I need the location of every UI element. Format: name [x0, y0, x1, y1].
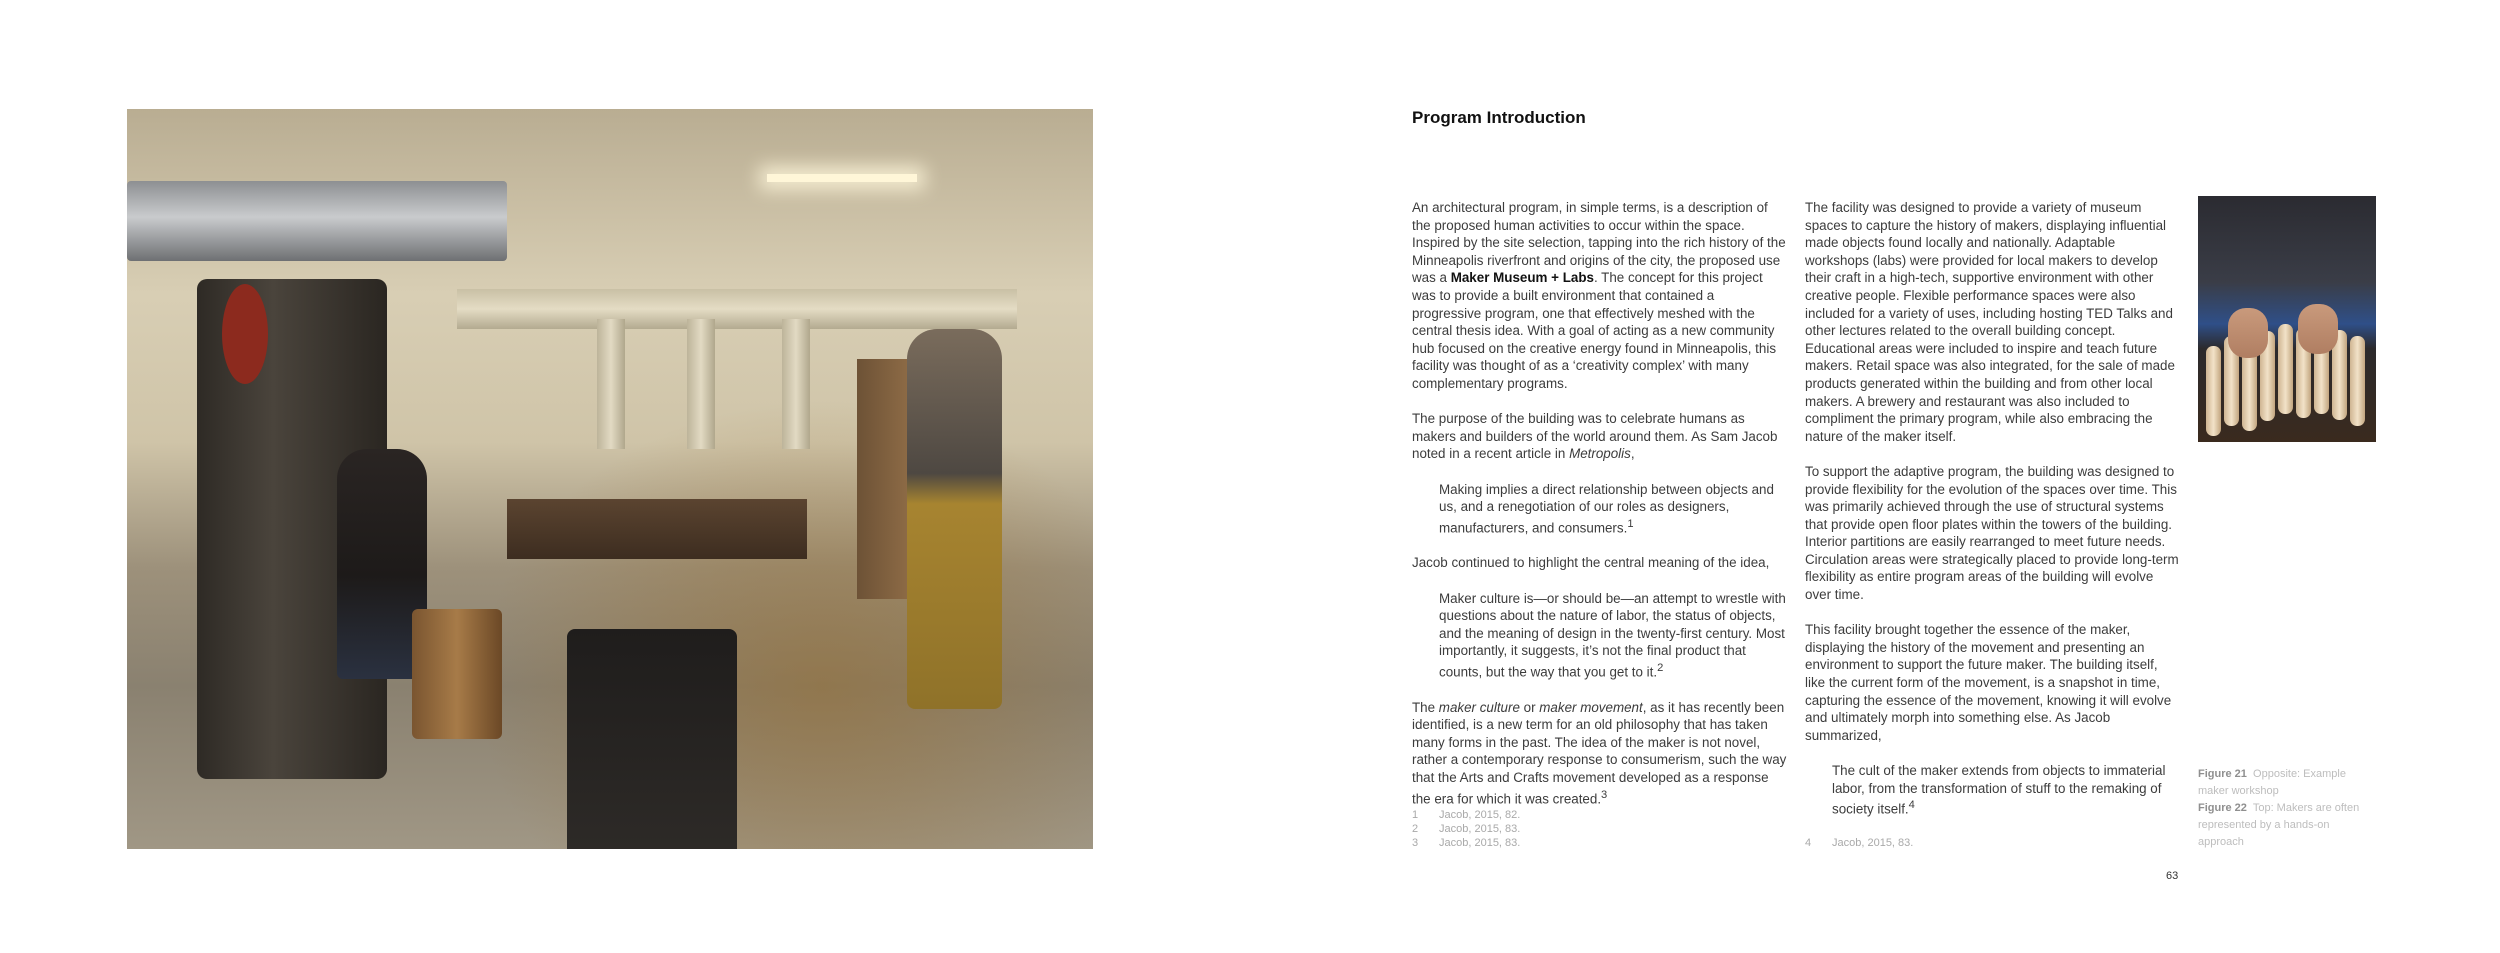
footnote-text: Jacob, 2015, 83. [1439, 837, 1521, 849]
workbench [507, 499, 807, 559]
text-run: . The concept for this project was to provide a built environment that contained a progressive program, one that effectively meshed with the central thesis idea. With a goal of acting as a new community hub focused on the creative energy found in Minneapolis, this facility was thought of as a ‘creativity complex’ with many complementary programs. [1412, 270, 1777, 391]
block-quote [1439, 590, 1787, 681]
footnote-text: Jacob, 2015, 82. [1439, 809, 1521, 821]
dowel [2206, 346, 2221, 436]
paragraph [1412, 699, 1787, 808]
block-quote [1832, 762, 2180, 818]
emphasis: Maker Museum + Labs [1450, 270, 1594, 286]
duct-drop [597, 319, 625, 449]
dowel [2278, 324, 2293, 414]
footnote-ref: 2 [1657, 661, 1664, 674]
footnotes-middle [1805, 836, 1913, 850]
text-column-middle [1805, 199, 2180, 836]
ceiling-light [767, 174, 917, 182]
ventilation-duct [127, 181, 507, 261]
text-run: The purpose of the building was to celebrate humans as makers and builders of the world around them. As Sam Jacob noted in a recent article in [1412, 411, 1778, 462]
page-title: Program Introduction [1412, 108, 1586, 127]
figure-number: Figure 21 [2198, 768, 2247, 780]
text-run: , [1630, 446, 1635, 462]
duct-drop [782, 319, 810, 449]
flywheel [222, 284, 268, 384]
footnote-ref: 3 [1601, 788, 1608, 801]
publication-title: Metropolis [1569, 446, 1631, 462]
footnote [1412, 836, 1520, 850]
anvil-stump [412, 609, 502, 739]
footnote-ref: 1 [1627, 517, 1634, 530]
footnote-number: 1 [1412, 809, 1419, 821]
footnotes-left [1412, 808, 1520, 850]
quote-text: The cult of the maker extends from objects to immaterial labor, from the transformation of stuff to the remaking of society itself. [1832, 763, 2166, 817]
figure-caption [2198, 800, 2373, 851]
page-number: 63 [2166, 870, 2179, 882]
figure-captions [2198, 766, 2373, 851]
workshop-photo [127, 109, 1093, 849]
figure-number: Figure 22 [2198, 802, 2247, 814]
italic-term: maker culture [1438, 699, 1520, 715]
vise [567, 629, 737, 849]
paragraph: The facility was designed to provide a variety of museum spaces to capture the history of makers, displaying influential made objects found locally and nationally. Adaptable workshops (labs) were provided for local makers to develop their craft in a high-tech, supportive environment with other creative people. Flexible performance spaces were also included for a variety of uses, including hosting TED Talks and other lectures related to the overall building concept. Educational areas were included to inspire and teach future makers. Retail space was also integrated, for the sale of made products generated within the building and from other local makers. A brewery and restaurant was also included to compliment the primary program, while also embracing the nature of the maker itself. [1805, 200, 2175, 444]
caption-text: Top: Makers are often represented by a hands-on approach [2198, 802, 2360, 848]
quote-text: Maker culture is—or should be—an attempt to wrestle with questions about the nature of labor, the status of objects, and the meaning of design in the twenty-first century. Most importantly, it suggests, it’s not the final product that counts, but the way that you get to it. [1439, 590, 1786, 680]
footnote-number: 3 [1412, 837, 1419, 849]
figure-caption [2198, 766, 2373, 800]
footnote-number: 2 [1412, 823, 1419, 835]
hand [2228, 308, 2268, 358]
text-run: An architectural program, in simple terms, is a description of the proposed human activities to occur within the space. Inspired by the site selection, tapping into the rich history of the Minneapolis riverfront and origins of the city, the proposed use was a [1412, 200, 1786, 286]
footnote [1412, 822, 1520, 836]
hand [2298, 304, 2338, 354]
quote-text: Making implies a direct relationship between objects and us, and a renegotiation of our roles as designers, manufacturers, and consumers. [1439, 481, 1774, 536]
maker-figure [907, 329, 1002, 709]
duct-drop [687, 319, 715, 449]
text-run: The [1412, 699, 1439, 715]
footnote [1805, 836, 1913, 850]
footnote-text: Jacob, 2015, 83. [1832, 837, 1914, 849]
footnote-ref: 4 [1908, 799, 1915, 812]
block-quote [1439, 481, 1787, 537]
ventilation-duct-secondary [457, 289, 1017, 329]
paragraph: This facility brought together the essence of the maker, displaying the history of the movement and presenting an environment to support the future maker. The building itself, like the current form of the movement, is a snapshot in time, capturing the essence of the movement, knowing it will evolve and ultimately morph into something else. As Jacob summarized, [1805, 622, 2172, 743]
text-run: or [1519, 699, 1540, 715]
paragraph [1412, 410, 1787, 463]
italic-term: maker movement [1539, 699, 1643, 715]
text-run: , as it has recently been identified, is a new term for an old philosophy that has taken many forms in the past. The idea of the maker is not novel, rather a contemporary response to consumerism, such the way that the Arts and Crafts movement developed as a response the era for which it was created. [1412, 699, 1787, 806]
footnote-number: 4 [1805, 837, 1812, 849]
footnote-text: Jacob, 2015, 83. [1439, 823, 1521, 835]
caption-text: Opposite: Example maker workshop [2198, 768, 2346, 797]
text-column-left [1412, 199, 1787, 825]
shelving [857, 359, 907, 599]
paragraph: To support the adaptive program, the building was designed to provide flexibility for the evolution of the spaces over time. This was primarily achieved through the use of structural systems that provide open floor plates within the towers of the building. Interior partitions are easily rearranged to meet future needs. Circulation areas were strategically placed to provide long-term flexibility as entire program areas of the building will evolve over time. [1805, 463, 2179, 603]
paragraph [1412, 199, 1787, 393]
paragraph: Jacob continued to highlight the central meaning of the idea, [1412, 555, 1770, 571]
dowel [2350, 336, 2365, 426]
footnote [1412, 808, 1520, 822]
hands-photo [2198, 196, 2376, 442]
